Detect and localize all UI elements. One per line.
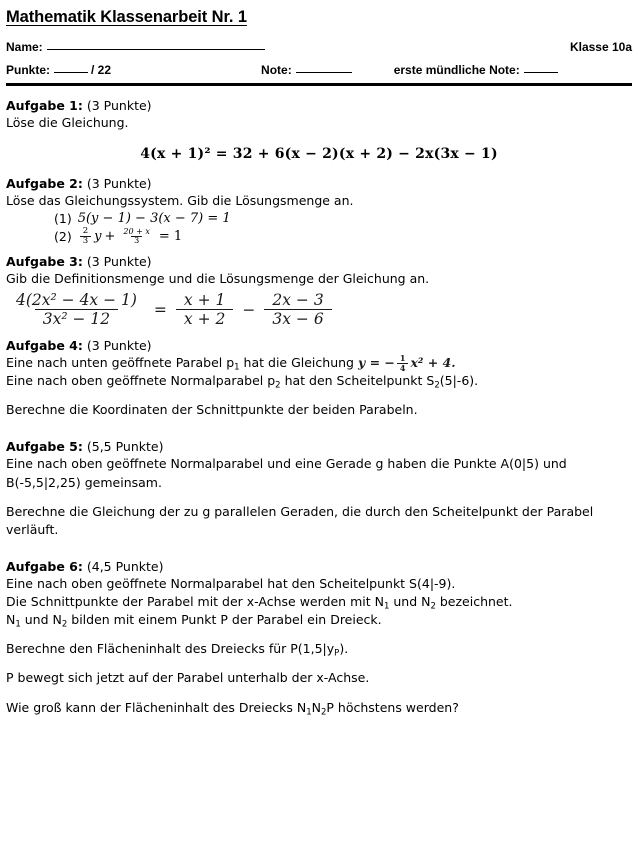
task-5 bbox=[6, 439, 632, 539]
task-5-line-2: B(-5,5|2,25) gemeinsam. bbox=[6, 474, 162, 490]
task-1 bbox=[6, 98, 632, 162]
task-3-label: Aufgabe 3: bbox=[6, 254, 83, 270]
task-5-line-3: Berechne die Gleichung der zu g parallelen Geraden, die durch den Scheitelpunkt der Parabel bbox=[6, 503, 594, 519]
task-4-line2-text-b: hat den Scheitelpunkt S bbox=[280, 373, 435, 389]
task-4-heading bbox=[6, 338, 632, 353]
task-6-spacer-2 bbox=[6, 658, 632, 669]
task-2-points: (3 Punkte) bbox=[86, 176, 152, 192]
task-2-fraction-2: $\frac{20 + x}{3}$ bbox=[123, 226, 150, 246]
task-3-minus-sign: − bbox=[242, 300, 256, 319]
task-3-middle-fraction: $\frac{x + 1}{x + 2}$ bbox=[176, 292, 233, 328]
punkte-total: / 22 bbox=[91, 63, 112, 77]
task-6-line6-text-a: Wie groß kann der Flächeninhalt des Dreiecks N bbox=[6, 699, 307, 715]
task-2 bbox=[6, 176, 632, 246]
task-6-n2-subscript-a: 2 bbox=[430, 601, 436, 612]
task-4-coefficient-fraction: $\frac{1}{4}$ bbox=[397, 354, 409, 372]
punkte-label: Punkte: bbox=[6, 63, 51, 77]
task-5-points: (5,5 Punkte) bbox=[86, 439, 164, 455]
task-4-label: Aufgabe 4: bbox=[6, 337, 83, 353]
task-1-label: Aufgabe 1: bbox=[6, 98, 83, 113]
muendliche-note-label: erste mündliche Note: bbox=[393, 63, 520, 77]
task-3-equals-sign: = bbox=[153, 300, 167, 319]
task-4-line-2 bbox=[6, 372, 632, 390]
task-2-eq2-variable: y bbox=[94, 229, 102, 245]
task-3-heading bbox=[6, 254, 632, 269]
task-6-line3-text-b: und N bbox=[20, 612, 62, 628]
task-4-spacer bbox=[6, 390, 632, 401]
task-6-line3-text-c: bilden mit einem Punkt P der Parabel ein Dreieck. bbox=[67, 612, 382, 628]
note-input-blank[interactable] bbox=[296, 72, 352, 73]
task-4-line1-text-a: Eine nach unten geöffnete Parabel p bbox=[6, 354, 235, 370]
task-6-spacer-3 bbox=[6, 688, 632, 699]
task-4-eq-prefix: y = − bbox=[357, 354, 395, 370]
task-6-line-4 bbox=[6, 640, 632, 658]
task-3 bbox=[6, 254, 632, 328]
name-row bbox=[6, 40, 632, 54]
tasks-container bbox=[6, 98, 632, 717]
task-6-n1-subscript-a: 1 bbox=[383, 601, 390, 612]
name-label: Name: bbox=[6, 40, 43, 54]
name-input-blank[interactable] bbox=[47, 49, 265, 50]
task-6-line-1: Eine nach oben geöffnete Normalparabel hat den Scheitelpunkt S(4|-9). bbox=[6, 575, 456, 591]
task-4-line1-text-b: hat die Gleichung bbox=[239, 354, 358, 370]
task-6-n2-subscript-b: 2 bbox=[61, 619, 68, 630]
task-4-line-1 bbox=[6, 354, 632, 372]
task-6-line-5: P bewegt sich jetzt auf der Parabel unterhalb der x-Achse. bbox=[6, 670, 370, 686]
task-5-line-1: Eine nach oben geöffnete Normalparabel und eine Gerade g haben die Punkte A(0|5) und bbox=[6, 456, 567, 472]
task-6-line6-text-b: N bbox=[311, 699, 321, 715]
task-3-instruction: Gib die Definitionsmenge und die Lösungsmenge der Gleichung an. bbox=[6, 271, 430, 287]
task-6-line4-text-a: Berechne den Flächeninhalt des Dreiecks für P(1,5|y bbox=[6, 641, 335, 657]
punkte-input-blank[interactable] bbox=[54, 72, 88, 73]
task-6-line2-text-c: bezeichnet. bbox=[435, 594, 513, 610]
task-2-equation-1 bbox=[54, 211, 632, 226]
task-1-instruction: Löse die Gleichung. bbox=[6, 115, 129, 130]
task-6-yp-subscript: P bbox=[334, 648, 340, 659]
task-5-heading bbox=[6, 439, 632, 454]
note-label: Note: bbox=[261, 63, 292, 77]
task-2-equation-2 bbox=[54, 227, 632, 246]
task-2-eq2-number: (2) bbox=[54, 229, 72, 245]
task-1-points: (3 Punkte) bbox=[86, 98, 152, 113]
task-2-eq2-rhs: = 1 bbox=[158, 229, 183, 245]
task-5-label: Aufgabe 5: bbox=[6, 439, 83, 455]
task-2-label: Aufgabe 2: bbox=[6, 176, 83, 192]
task-4-line-3: Berechne die Koordinaten der Schnittpunkte der beiden Parabeln. bbox=[6, 402, 418, 418]
task-6-line-2 bbox=[6, 593, 632, 611]
task-6-n1-subscript-b: 1 bbox=[15, 619, 21, 630]
task-4-inline-equation bbox=[357, 353, 456, 373]
muendliche-note-input-blank[interactable] bbox=[524, 72, 558, 73]
page-header bbox=[6, 8, 632, 86]
task-2-fraction-1: $\frac{2}{3}$ bbox=[80, 227, 91, 246]
task-1-equation: 4(x + 1)² = 32 + 6(x − 2)(x + 2) − 2x(3x − 1) bbox=[140, 146, 498, 163]
class-label: Klasse 10a bbox=[569, 40, 632, 54]
task-2-eq2-plus: + bbox=[104, 229, 116, 245]
task-2-eq2-body bbox=[78, 227, 182, 246]
task-5-line-4: verläuft. bbox=[6, 521, 59, 537]
task-4-line2-text-a: Eine nach oben geöffnete Normalparabel p bbox=[6, 373, 276, 389]
task-4-line2-text-c: (5|-6). bbox=[439, 373, 479, 389]
task-6-points: (4,5 Punkte) bbox=[86, 558, 164, 574]
task-3-right-fraction: $\frac{2x - 3}{3x - 6}$ bbox=[264, 292, 331, 328]
task-6-n2-subscript-c: 2 bbox=[321, 706, 327, 717]
task-2-instruction: Löse das Gleichungssystem. Gib die Lösungsmenge an. bbox=[6, 193, 354, 209]
task-6-line2-text-b: und N bbox=[389, 594, 431, 610]
header-divider bbox=[6, 83, 632, 86]
task-5-spacer bbox=[6, 492, 632, 503]
page-title: Mathematik Klassenarbeit Nr. 1 bbox=[6, 8, 247, 26]
task-4-points: (3 Punkte) bbox=[86, 337, 152, 353]
task-6-heading bbox=[6, 559, 632, 574]
task-6-line2-text-a: Die Schnittpunkte der Parabel mit der x-Achse werden mit N bbox=[6, 594, 384, 610]
task-3-left-fraction: $\frac{\text{4(2x² − 4x − 1)}}{\text{3x² − 12}}$ bbox=[16, 291, 137, 329]
task-2-eq1-body: 5(y − 1) − 3(x − 7) = 1 bbox=[77, 211, 231, 227]
task-6-line3-text-a: N bbox=[6, 612, 16, 628]
task-1-heading bbox=[6, 98, 632, 113]
task-6-n1-subscript-c: 1 bbox=[306, 706, 312, 717]
task-2-eq1-number: (1) bbox=[54, 211, 72, 227]
task-6-line-3 bbox=[6, 611, 632, 629]
task-4 bbox=[6, 338, 632, 420]
task-4-vertex-subscript: 2 bbox=[434, 380, 440, 391]
task-6-line-6 bbox=[6, 699, 632, 717]
task-2-heading bbox=[6, 176, 632, 191]
task-3-equation bbox=[6, 292, 632, 328]
task-6-label: Aufgabe 6: bbox=[6, 558, 83, 574]
task-6-line6-text-c: P höchstens werden? bbox=[326, 699, 459, 715]
task-6-line4-text-b: ). bbox=[339, 641, 349, 657]
task-6 bbox=[6, 559, 632, 717]
grades-row bbox=[6, 63, 632, 77]
task-4-eq-suffix: x² + 4. bbox=[410, 354, 456, 370]
task-4-parabola2-subscript: 2 bbox=[275, 380, 281, 391]
task-6-spacer-1 bbox=[6, 629, 632, 640]
task-3-points: (3 Punkte) bbox=[86, 254, 152, 270]
task-4-parabola-subscript: 1 bbox=[234, 362, 240, 373]
